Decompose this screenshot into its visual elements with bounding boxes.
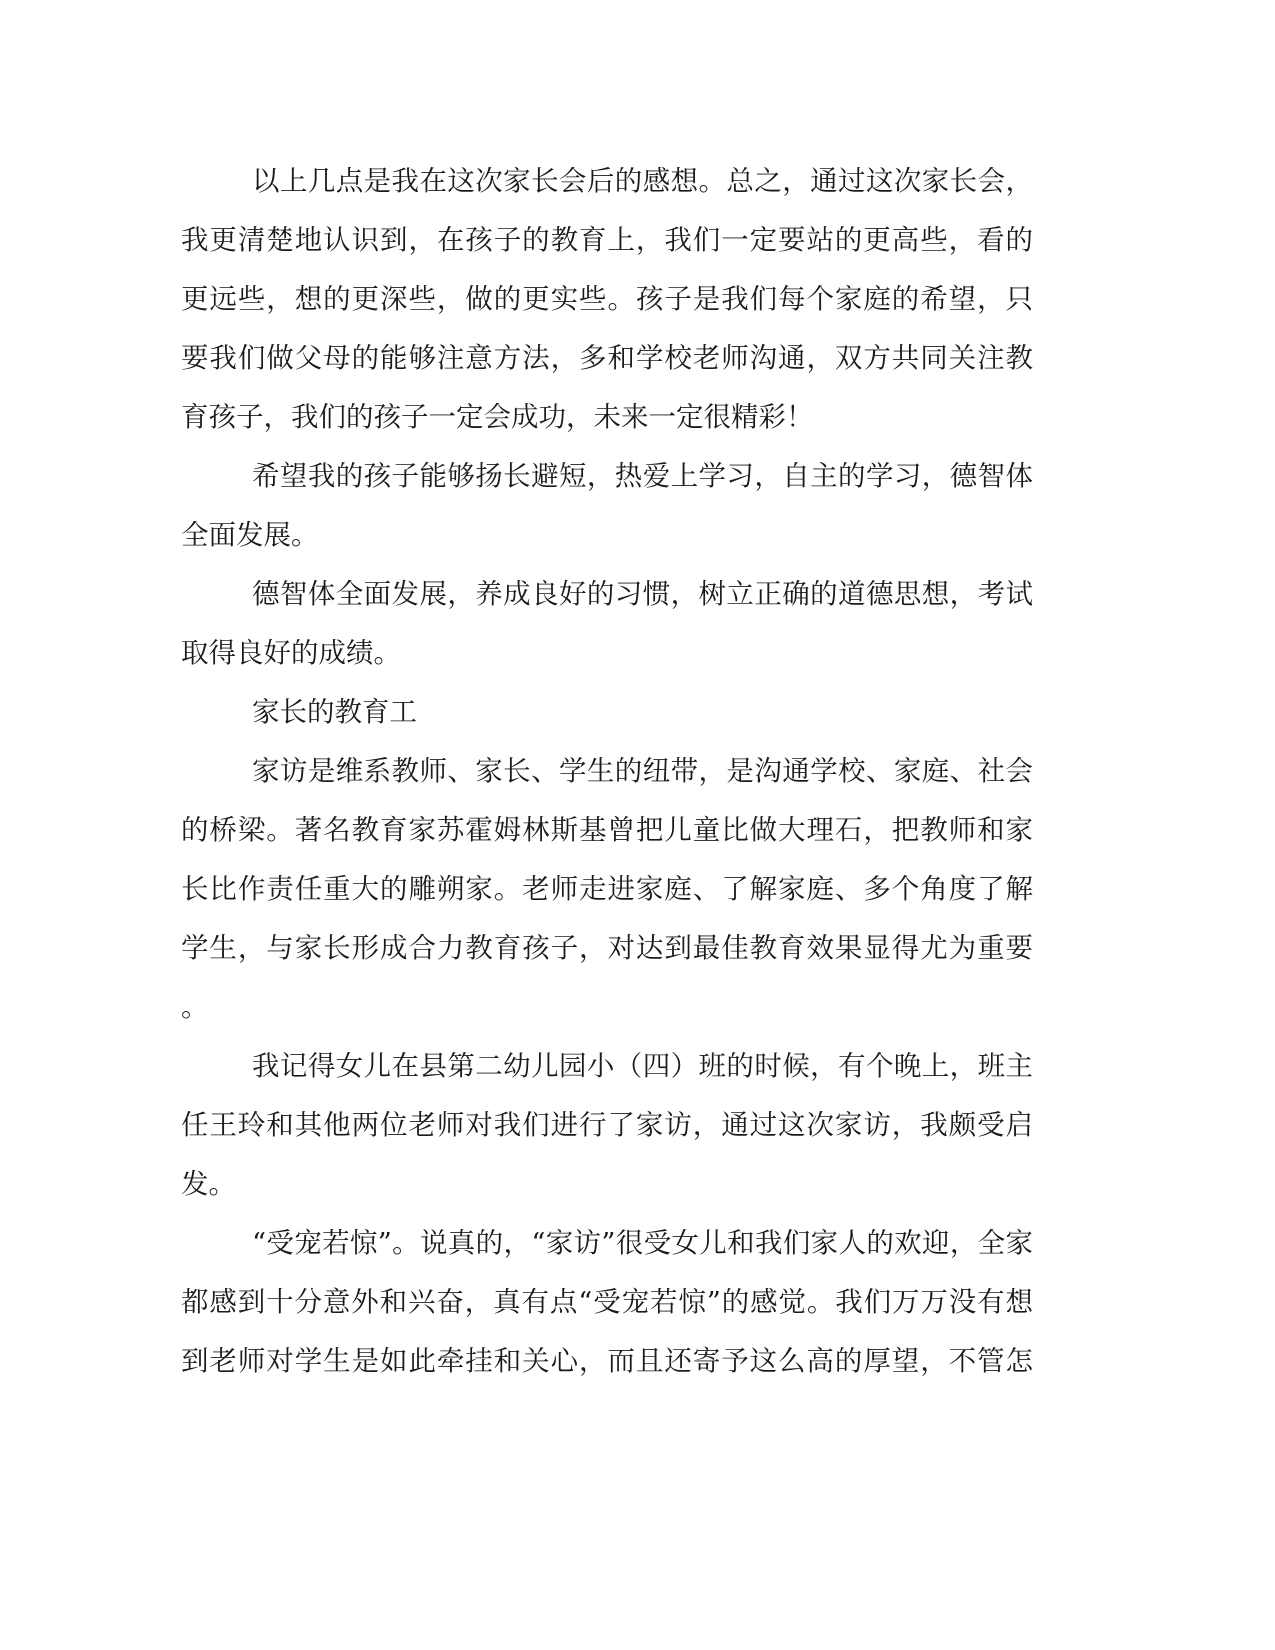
text-line: 更远些，想的更深些，做的更实些。孩子是我们每个家庭的希望，只 xyxy=(181,283,1033,315)
text-line: 家长的教育工 xyxy=(252,696,417,728)
text-line: 。 xyxy=(181,991,209,1023)
text-line: 希望我的孩子能够扬长避短，热爱上学习，自主的学习，德智体 xyxy=(252,460,1033,492)
text-line: 都感到十分意外和兴奋，真有点“受宠若惊”的感觉。我们万万没有想 xyxy=(181,1286,1033,1318)
text-line: 我记得女儿在县第二幼儿园小（四）班的时候，有个晚上，班主 xyxy=(252,1050,1033,1082)
text-line: 德智体全面发展，养成良好的习惯，树立正确的道德思想，考试 xyxy=(252,578,1033,610)
text-line: 到老师对学生是如此牵挂和关心，而且还寄予这么高的厚望，不管怎 xyxy=(181,1345,1033,1377)
text-line: 取得良好的成绩。 xyxy=(181,637,401,669)
text-line: 长比作责任重大的雕朔家。老师走进家庭、了解家庭、多个角度了解 xyxy=(181,873,1033,905)
text-line: 的桥梁。著名教育家苏霍姆林斯基曾把儿童比做大理石，把教师和家 xyxy=(181,814,1033,846)
text-line: 要我们做父母的能够注意方法，多和学校老师沟通，双方共同关注教 xyxy=(181,342,1033,374)
text-line: 我更清楚地认识到，在孩子的教育上，我们一定要站的更高些，看的 xyxy=(181,224,1033,256)
text-line: 家访是维系教师、家长、学生的纽带，是沟通学校、家庭、社会 xyxy=(252,755,1033,787)
text-line: 以上几点是我在这次家长会后的感想。总之，通过这次家长会， xyxy=(252,165,1033,197)
text-line: 全面发展。 xyxy=(181,519,319,551)
text-line: 学生，与家长形成合力教育孩子，对达到最佳教育效果显得尤为重要 xyxy=(181,932,1033,964)
body-text xyxy=(181,152,1033,1391)
text-line: 任王玲和其他两位老师对我们进行了家访，通过这次家访，我颇受启 xyxy=(181,1109,1033,1141)
text-line: 育孩子，我们的孩子一定会成功，未来一定很精彩！ xyxy=(181,401,814,433)
text-line: 发。 xyxy=(181,1168,236,1200)
text-line: “受宠若惊”。说真的，“家访”很受女儿和我们家人的欢迎，全家 xyxy=(252,1227,1033,1259)
